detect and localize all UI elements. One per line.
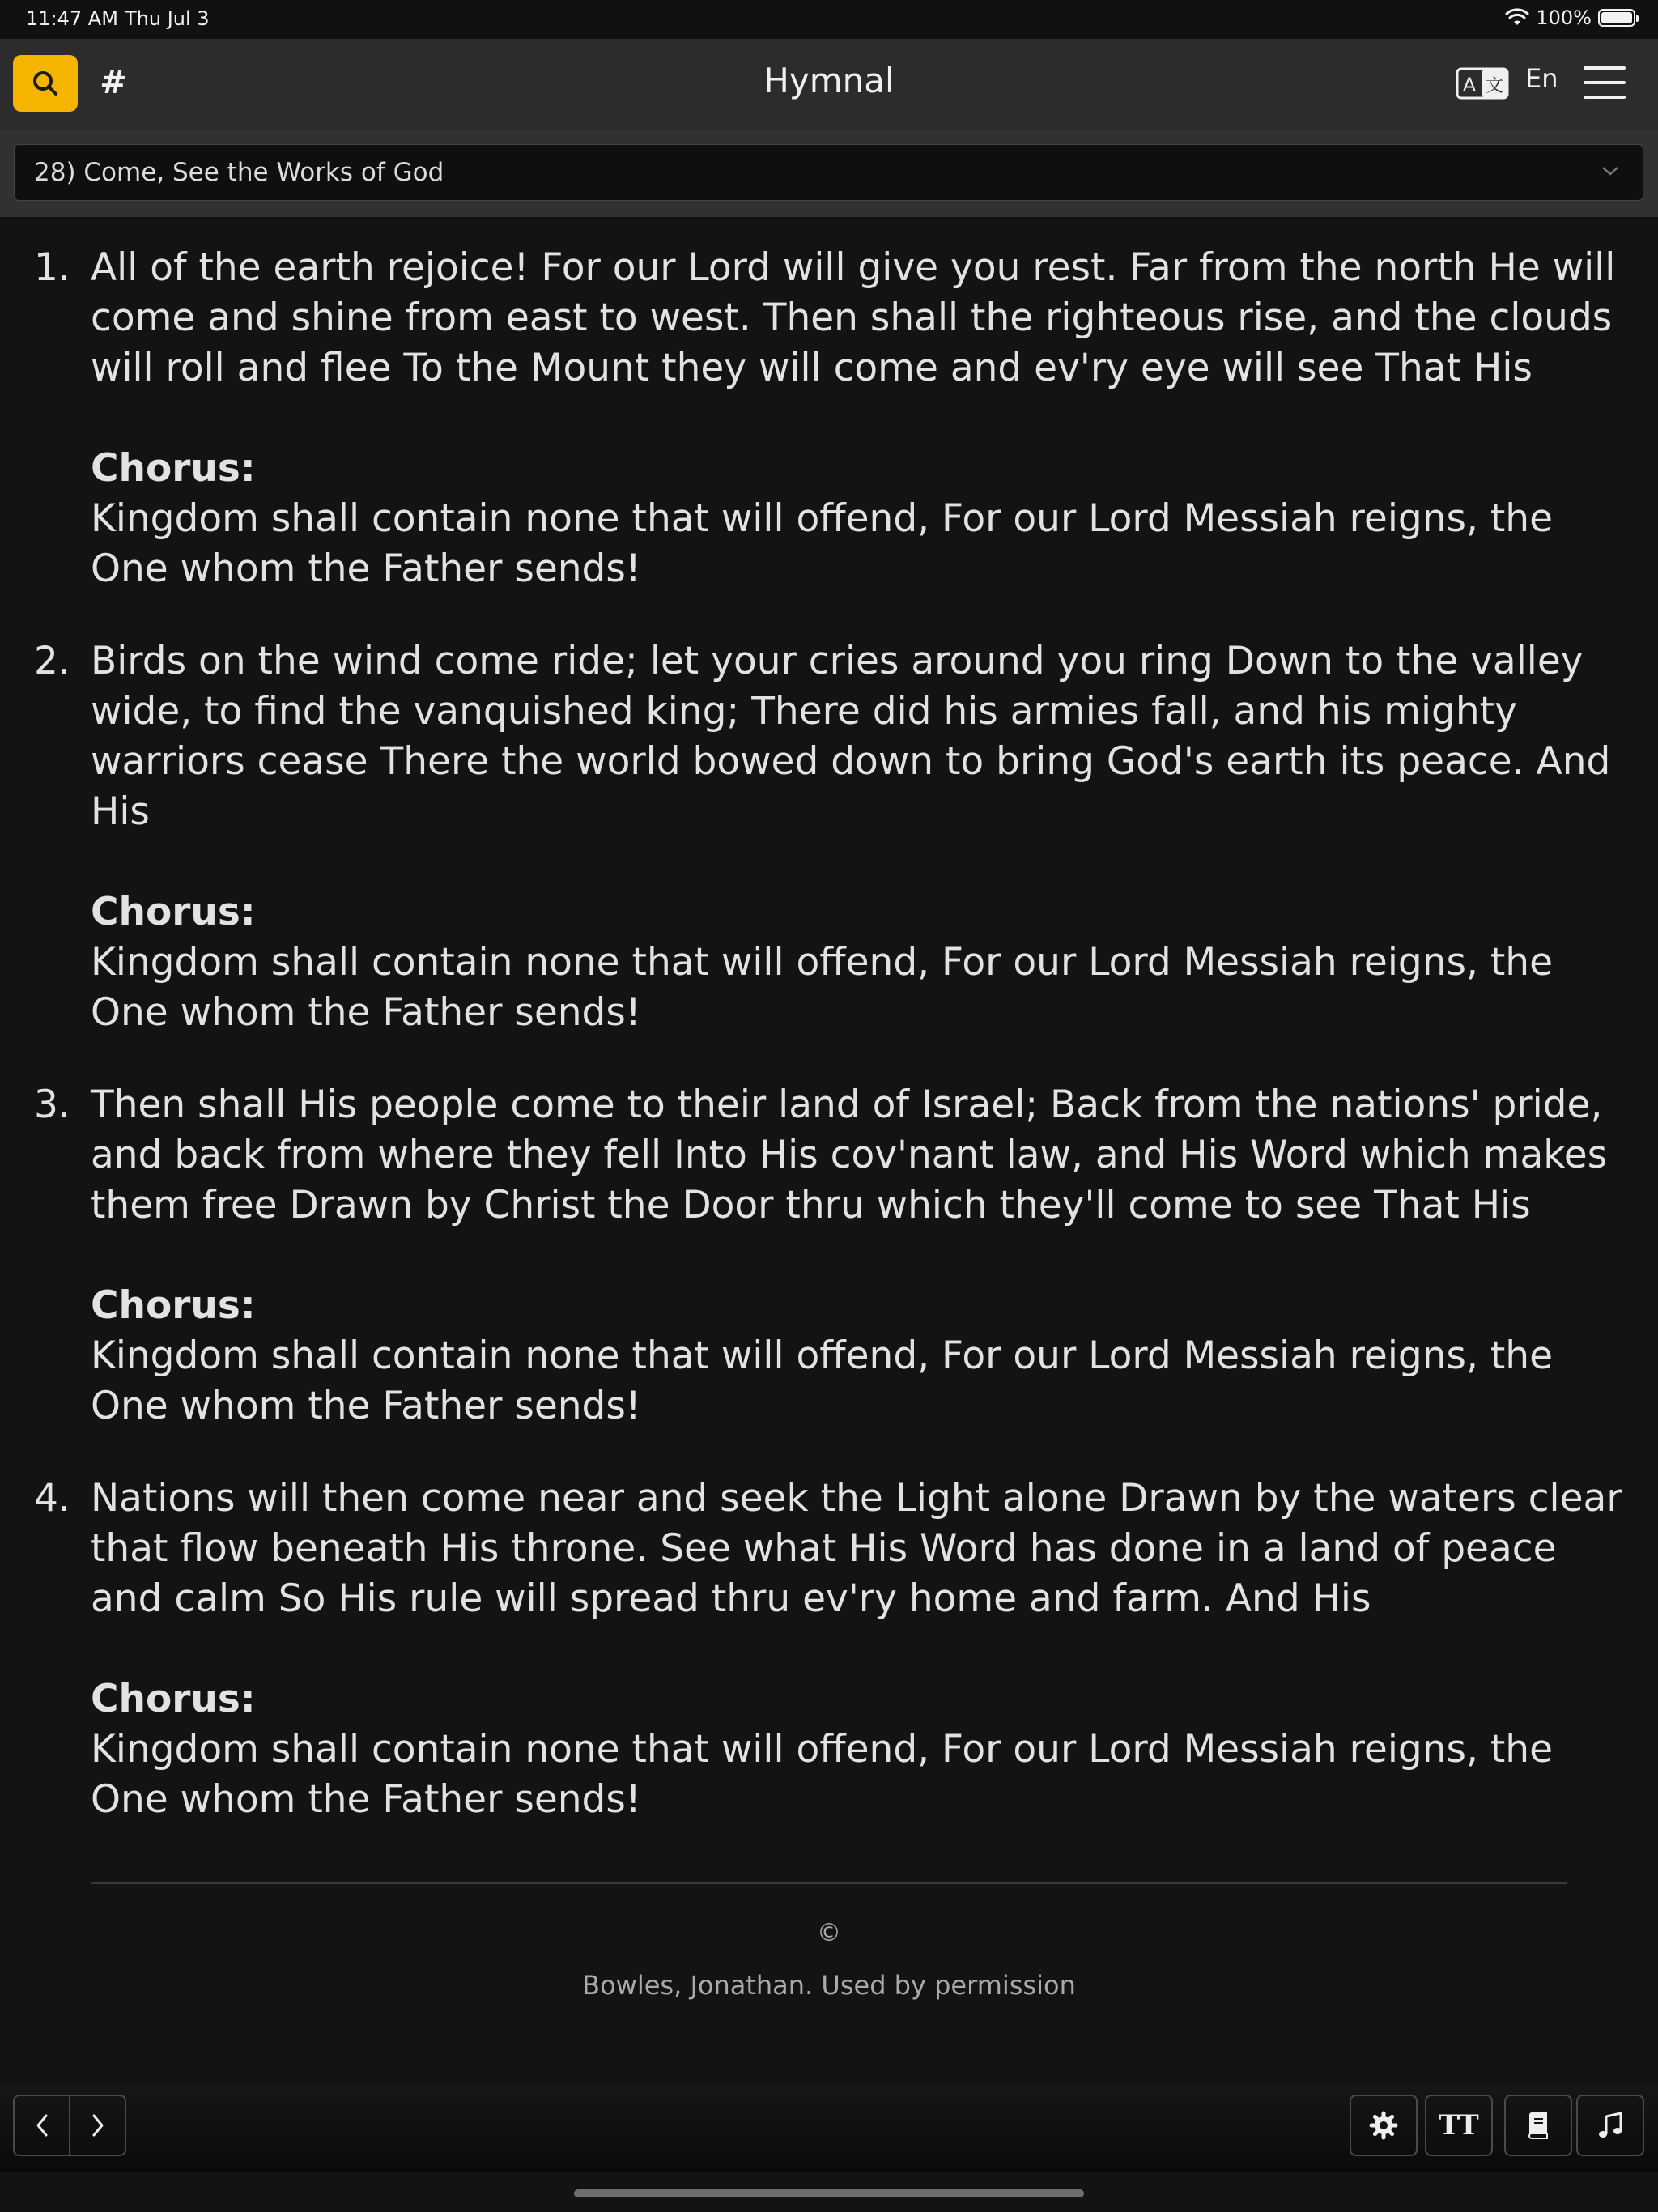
chorus-label: Chorus: (91, 890, 256, 934)
verse-number: 1. (34, 245, 70, 290)
hymn-selector-bar (0, 130, 1658, 217)
top-bar (0, 39, 1658, 130)
verse-number: 3. (34, 1083, 70, 1127)
chorus-text: Kingdom shall contain none that will offend, For our Lord Messiah reigns, the One whom the Father sends! (91, 940, 1554, 1035)
verse-text: All of the earth rejoice! For our Lord will give you rest. Far from the north He will come and shine from east to west. Then shall the righteous rise, and the clouds will roll and flee To the Mount they will come and ev'ry eye will see That His (91, 245, 1616, 390)
status-time: 11:47 AM (26, 7, 118, 30)
chevron-right-icon (90, 2112, 106, 2138)
book-button[interactable] (1504, 2095, 1572, 2156)
chorus-text: Kingdom shall contain none that will offend, For our Lord Messiah reigns, the One whom the Father sends! (91, 496, 1554, 591)
music-note-icon (1596, 2112, 1624, 2139)
translate-icon[interactable] (1456, 67, 1509, 100)
chorus-label: Chorus: (91, 1283, 256, 1328)
wifi-icon (1505, 8, 1529, 28)
chorus-label: Chorus: (91, 1677, 256, 1721)
verse-text: Nations will then come near and seek the Light alone Drawn by the waters clear that flow beneath His throne. See what His Word has done in a land of peace and calm So His rule will spread thru ev'ry home and farm. And His (91, 1476, 1622, 1621)
chorus-text: Kingdom shall contain none that will offend, For our Lord Messiah reigns, the One whom the Father sends! (91, 1334, 1554, 1428)
lyrics-content (0, 243, 1658, 1867)
bottom-toolbar (0, 2085, 1658, 2172)
status-indicators (1505, 6, 1635, 29)
search-button[interactable] (13, 55, 78, 112)
language-label[interactable]: En (1525, 63, 1558, 94)
music-button[interactable] (1576, 2095, 1644, 2156)
verse-text: Birds on the wind come ride; let your cries around you ring Down to the valley wide, to find the vanquished king; There did his armies fall, and his mighty warriors cease There the world bowed down to bring God's earth its peace. And His (91, 639, 1611, 834)
search-icon (31, 69, 60, 98)
svg-text:文: 文 (1485, 76, 1504, 96)
text-size-icon: TT (1439, 2109, 1479, 2142)
verse-number: 4. (34, 1476, 70, 1521)
gear-icon (1369, 2111, 1398, 2140)
verse (0, 243, 1658, 594)
chevron-down-icon (1601, 164, 1620, 177)
status-date: Thu Jul 3 (125, 7, 210, 30)
next-hymn-button[interactable] (69, 2096, 125, 2155)
hamburger-menu-icon[interactable] (1584, 66, 1626, 99)
font-size-button[interactable] (1425, 2095, 1493, 2156)
page-title: Hymnal (763, 61, 895, 100)
hymn-navigation (13, 2095, 126, 2156)
chorus-text: Kingdom shall contain none that will offend, For our Lord Messiah reigns, the One whom the Father sends! (91, 1727, 1554, 1822)
home-indicator[interactable] (574, 2189, 1084, 2197)
book-icon (1526, 2112, 1550, 2139)
footer-divider (91, 1882, 1567, 1884)
hymn-select-dropdown[interactable] (14, 144, 1643, 201)
battery-percent: 100% (1536, 6, 1592, 29)
svg-text:A: A (1462, 74, 1477, 96)
previous-hymn-button[interactable] (15, 2096, 69, 2155)
hymn-select-value: 28) Come, See the Works of God (34, 158, 444, 187)
settings-button[interactable] (1350, 2095, 1418, 2156)
hymn-number-button[interactable]: # (100, 64, 127, 101)
verse (0, 1474, 1658, 1825)
chorus-label: Chorus: (91, 446, 256, 491)
verse-number: 2. (34, 639, 70, 683)
verse (0, 636, 1658, 1038)
verse-text: Then shall His people come to their land of Israel; Back from the nations' pride, and back from where they fell Into His cov'nant law, and His Word which makes them free Drawn by Christ the Door thru which they'll come to see That His (91, 1083, 1608, 1227)
status-bar (0, 0, 1658, 39)
chevron-left-icon (34, 2112, 50, 2138)
battery-icon (1598, 9, 1635, 27)
copyright-credit: Bowles, Jonathan. Used by permission (582, 1970, 1076, 2001)
verse (0, 1080, 1658, 1431)
copyright-symbol: © (817, 1919, 841, 1947)
